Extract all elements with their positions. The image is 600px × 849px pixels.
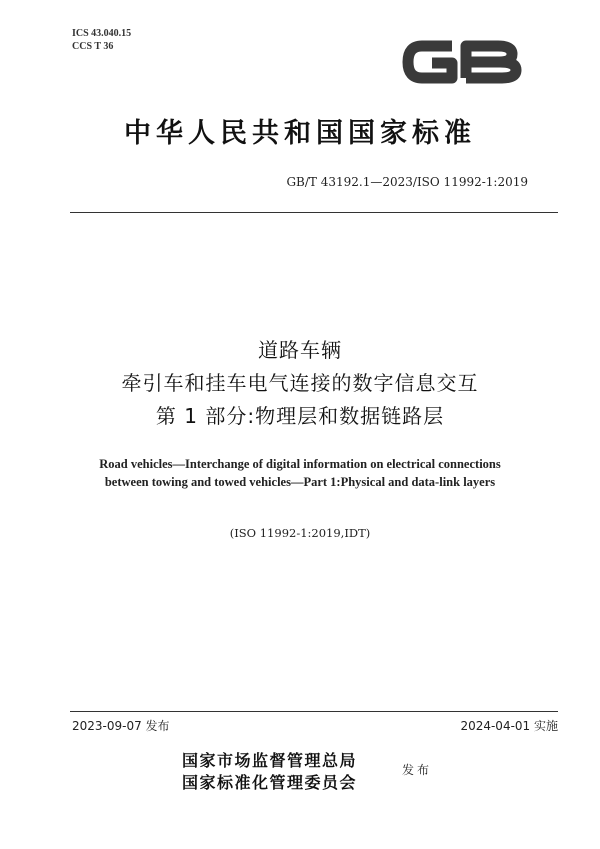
gb-logo <box>400 36 525 88</box>
bottom-divider <box>70 711 558 712</box>
adoption-note: (ISO 11992-1:2019,IDT) <box>229 526 371 540</box>
issue-label: 发布 <box>402 763 433 777</box>
implementation-date: 2024-04-01 实施 <box>460 719 558 733</box>
classification-codes <box>72 27 131 53</box>
cn-title-line-3: 第 1 部分:物理层和数据链路层 <box>155 404 445 428</box>
cn-title-line-2: 牵引车和挂车电气连接的数字信息交互 <box>121 371 479 395</box>
cn-title-line-1: 道路车辆 <box>258 338 342 362</box>
en-title-line-2: between towing and towed vehicles—Part 1:Physical and data-link layers <box>104 475 496 489</box>
issue-date: 2023-09-07 发布 <box>72 719 170 733</box>
ics-code: ICS 43.040.15 <box>72 28 132 39</box>
top-divider <box>70 212 558 213</box>
issuer-sac: 国家标准化管理委员会 <box>182 773 358 792</box>
ccs-code: CCS T 36 <box>72 41 114 52</box>
issuing-authorities <box>182 750 357 794</box>
en-title-line-1: Road vehicles—Interchange of digital information on electrical connections <box>99 457 501 471</box>
issuer-samr: 国家市场监督管理总局 <box>182 751 358 770</box>
national-standard-title: 中华人民共和国国家标准 <box>124 118 476 149</box>
standard-number: GB/T 43192.1—2023/ISO 11992-1:2019 <box>286 175 528 189</box>
